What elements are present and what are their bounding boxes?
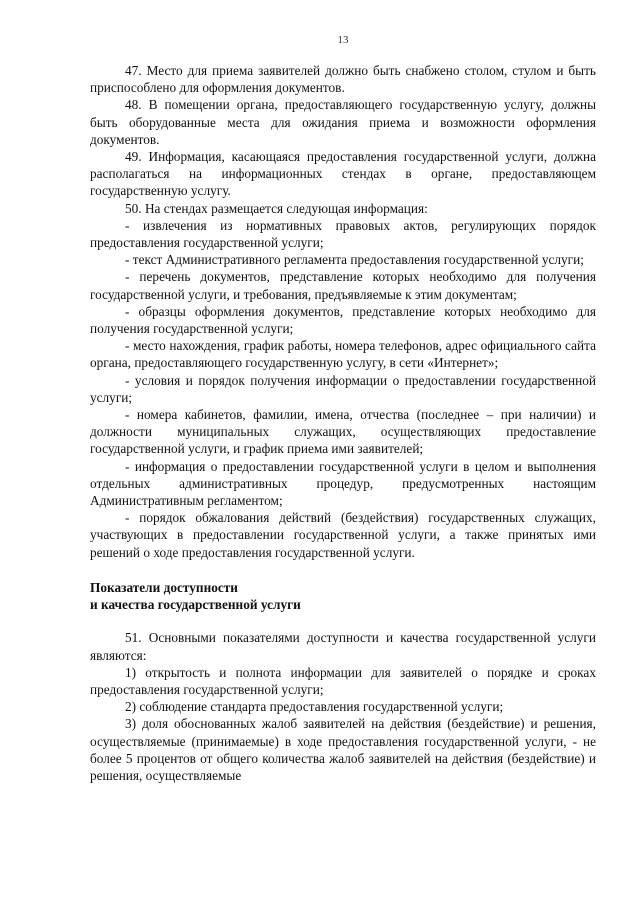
list-item: - номера кабинетов, фамилии, имена, отчества (последнее – при наличии) и должности муниципальных служащих, осуществляющих предоставление государственной услуги, и график приема ими заявителей; <box>90 407 596 457</box>
list-item: - извлечения из нормативных правовых актов, регулирующих порядок предоставления государственной услуги; <box>90 217 596 251</box>
document-body <box>90 62 596 784</box>
list-item: - информация о предоставлении государственной услуги в целом и выполнения отдельных административных процедур, предусмотренных настоящим Административным регламентом; <box>90 458 596 509</box>
list-item: - перечень документов, представление которых необходимо для получения государственной услуги, и требования, предъявляемые к этим документам; <box>90 269 596 302</box>
list-item: 1) открытость и полнота информации для заявителей о порядке и сроках предоставления государственной услуги; <box>90 664 596 697</box>
list-item: 3) доля обоснованных жалоб заявителей на действия (бездействие) и решения, осуществляемые (принимаемые) в ходе предоставления государственной услуги, - не более 5 процентов от общего количества жалоб заявителей на действия (бездействие) и решения, осуществляемые <box>90 716 596 783</box>
paragraph-47: 47. Место для приема заявителей должно быть снабжено столом, стулом и быть приспособлено для оформления документов. <box>90 63 596 96</box>
section-heading-line-2: и качества государственной услуги <box>90 597 301 613</box>
list-item: - образцы оформления документов, представление которых необходимо для получения государственной услуги; <box>90 303 596 337</box>
paragraph-49: 49. Информация, касающаяся предоставления государственной услуги, должна располагаться на информационных стендах в органе, предоставляющем государственную услугу. <box>90 149 596 199</box>
list-item: - условия и порядок получения информации о предоставлении государственной услуги; <box>90 372 596 405</box>
paragraph-51: 51. Основными показателями доступности и качества государственной услуги являются: <box>90 630 596 663</box>
document-page <box>90 0 596 905</box>
paragraph-50: 50. На стендах размещается следующая информация: <box>125 200 428 216</box>
list-item: - место нахождения, график работы, номера телефонов, адрес официального сайта органа, предоставляющего государственную услугу, в сети «Интернет»; <box>90 338 596 371</box>
section-heading-line-1: Показатели доступности <box>90 579 238 595</box>
list-item: - текст Административного регламента предоставления государственной услуги; <box>125 252 584 268</box>
paragraph-48: 48. В помещении органа, предоставляющего государственную услугу, должны быть оборудованные места для ожидания приема и возможности оформления документов. <box>90 97 596 147</box>
page-number: 13 <box>337 34 349 46</box>
list-item: 2) соблюдение стандарта предоставления государственной услуги; <box>125 699 504 715</box>
list-item: - порядок обжалования действий (бездействия) государственных служащих, участвующих в предоставлении государственной услуги, а также принятых ими решений о ходе предоставления государственной услуги. <box>90 510 596 560</box>
